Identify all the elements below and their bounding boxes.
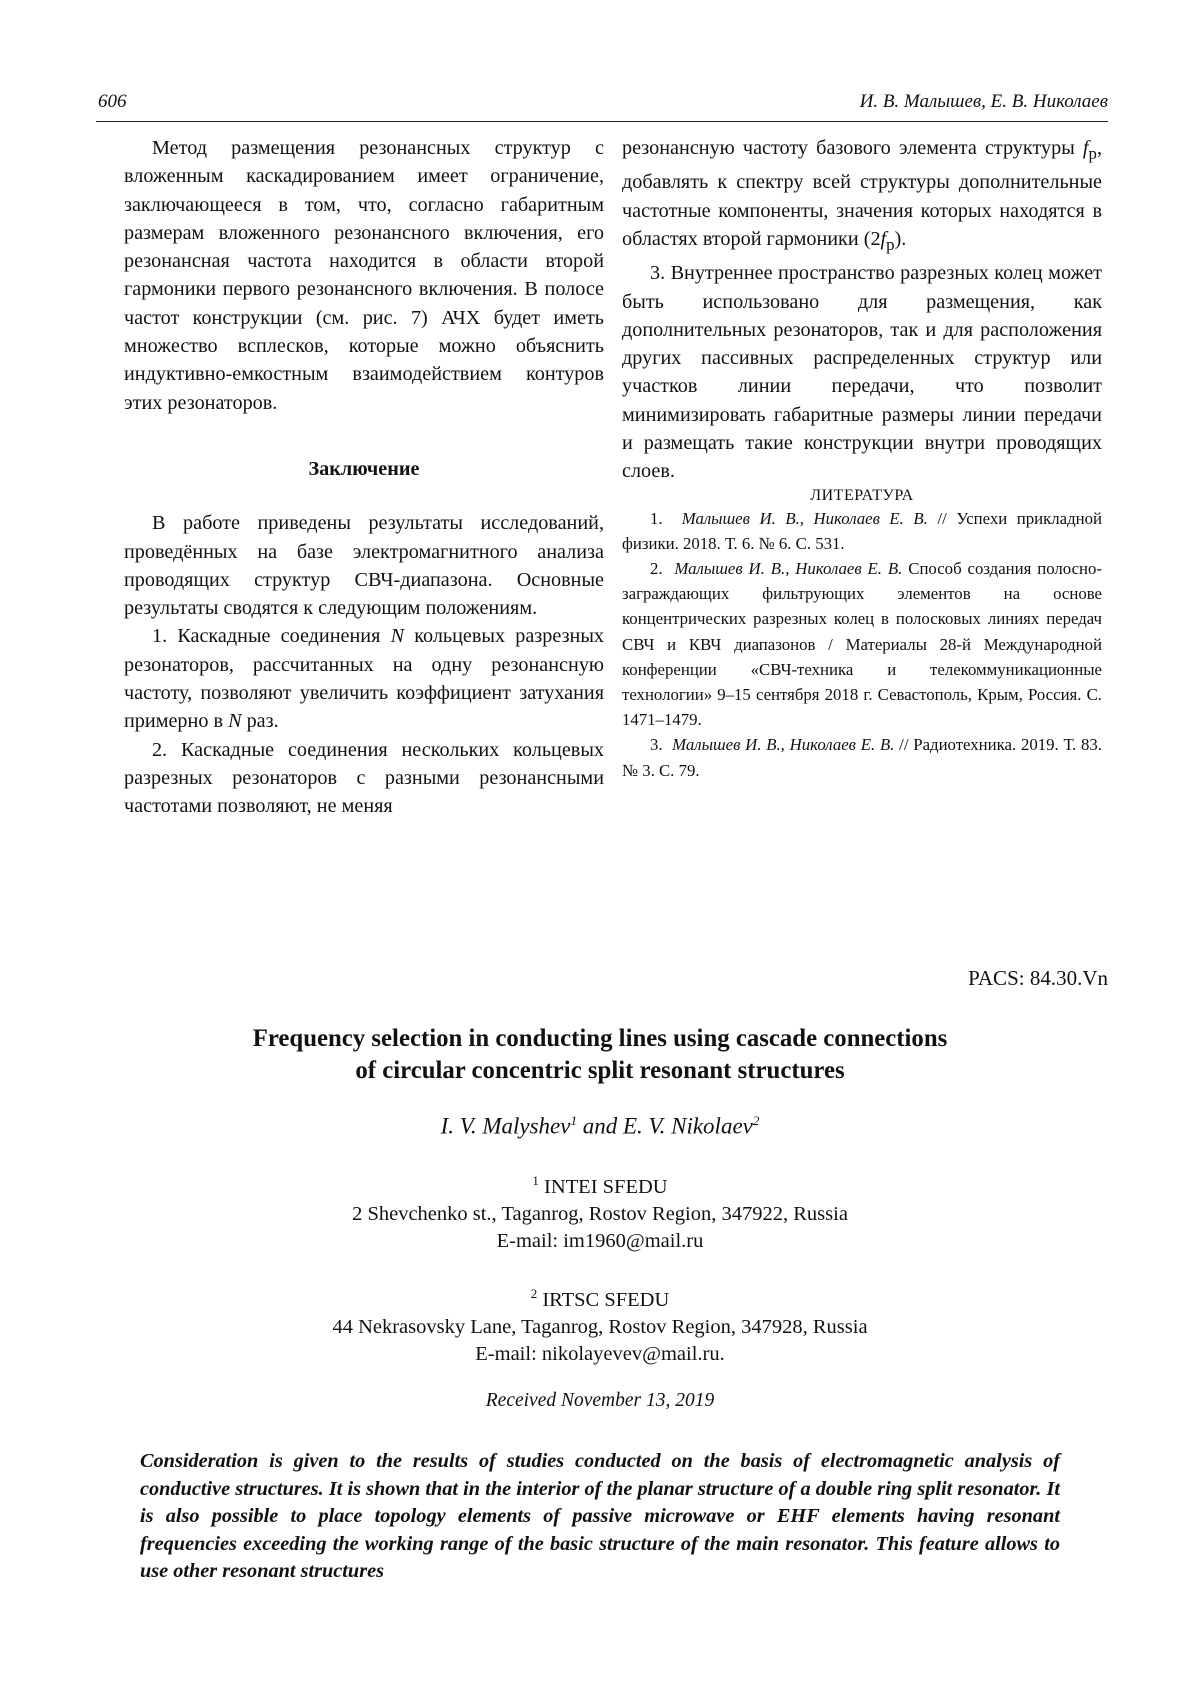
- reference-text: // Радиотехника. 2019. Т. 83. № 3. С. 79.: [622, 735, 1102, 780]
- header-rule: [96, 121, 1108, 122]
- english-title: [0, 1023, 1200, 1087]
- affiliation-2: [0, 1280, 1200, 1368]
- fp-subscript-2: р: [886, 234, 895, 254]
- affiliation-2-name: [0, 1280, 1200, 1314]
- reference-item: [622, 556, 1102, 732]
- item1-var-n2: N: [228, 710, 242, 733]
- fp-subscript: р: [1088, 144, 1097, 164]
- references-heading: ЛИТЕРАТУРА: [810, 486, 914, 504]
- affiliation-1-name: [0, 1167, 1200, 1201]
- affiliation-1: [0, 1167, 1200, 1255]
- reference-text: Способ создания полосно-заграждающих фильтрующих элементов на основе концентрических разрезных колец в полосковых линиях передач СВЧ и КВЧ диапазонов / Материалы 28-й Международной конференции «СВЧ-техника и телекоммуникационные технологии» 9–15 сентября 2018 г. Севастополь, Крым, Россия. С. 1471–1479.: [622, 559, 1102, 730]
- english-authors: [0, 1113, 1200, 1140]
- item1-text-a: 1. Каскадные соединения: [152, 625, 391, 648]
- running-header-authors: И. В. Малышев, Е. В. Николаев: [859, 91, 1108, 112]
- received-date: Received November 13, 2019: [485, 1390, 715, 1411]
- reference-text: // Успехи прикладной физики. 2018. Т. 6. № 6. С. 531.: [622, 508, 1102, 553]
- reference-number: 1.: [650, 508, 663, 528]
- author-1: I. V. Malyshev: [440, 1113, 571, 1139]
- author-1-sup: 1: [570, 1113, 577, 1128]
- pacs-code: PACS: 84.30.Vn: [968, 966, 1108, 990]
- paragraph-continuation: [622, 134, 1102, 259]
- item1-text-b: кольцевых разрезных резонаторов, рассчитанных на одну резонансную частоту, позволяют увеличить коэффициент затухания примерно в: [124, 625, 605, 733]
- cont-text-c: ).: [894, 227, 907, 250]
- reference-authors: Малышев И. В., Николаев Е. В.: [674, 559, 903, 579]
- list-item-3: 3. Внутреннее пространство разрезных колец может быть использовано для размещения, как дополнительных резонаторов, так и для расположения других пассивных распределенных структур или участков линии передачи, что позволит минимизировать габаритные размеры линии передачи и размещать такие конструкции внутри проводящих слоев.: [622, 262, 1102, 483]
- paragraph-method: Метод размещения резонансных структур с вложенным каскадированием имеет ограничение, заключающееся в том, что, согласно габаритным размерам вложенного резонансного включения, его резонансная частота находится в области второй гармоники первого резонансного включения. В полосе частот конструкции (см. рис. 7) АЧХ будет иметь множество всплесков, которые можно объяснить индуктивно-емкостным взаимодействием контуров этих резонаторов.: [124, 137, 604, 414]
- title-line-2: of circular concentric split resonant structures: [355, 1057, 845, 1084]
- fp-symbol: f: [1082, 137, 1089, 159]
- affiliation-2-address: 44 Nekrasovsky Lane, Taganrog, Rostov Region, 347928, Russia: [332, 1315, 868, 1338]
- authors-and: and: [576, 1113, 623, 1139]
- list-item-1: [124, 622, 604, 735]
- conclusion-heading: Заключение: [308, 457, 420, 480]
- affiliation-1-email: E-mail: im1960@mail.ru: [496, 1229, 704, 1252]
- affiliation-1-address: 2 Shevchenko st., Taganrog, Rostov Region, 347922, Russia: [352, 1202, 848, 1225]
- page-number: 606: [98, 91, 127, 112]
- right-column: [622, 134, 1102, 783]
- abstract-text: Consideration is given to the results of studies conducted on the basis of electromagnetic analysis of conductive structures. It is shown that in the interior of the planar structure of a double ring split resonator. It is also possible to place topology elements of passive microwave or EHF elements having resonant frequencies exceeding the working range of the basic structure of the main resonator. This feature allows to use other resonant structures: [140, 1450, 1060, 1583]
- reference-number: 3.: [650, 735, 663, 755]
- reference-authors: Малышев И. В., Николаев Е. В.: [681, 508, 928, 528]
- author-2: E. V. Nikolaev: [622, 1113, 753, 1139]
- section-gap: [124, 417, 604, 455]
- reference-number: 2.: [650, 559, 663, 579]
- author-2-sup: 2: [752, 1113, 760, 1128]
- fp-symbol-2: f: [880, 227, 887, 250]
- paragraph-conclusion: В работе приведены результаты исследований, проведённых на базе электромагнитного анализа проводящих структур СВЧ-диапазона. Основные результаты сводятся к следующим положениям.: [124, 512, 604, 620]
- heading-gap: [124, 483, 604, 509]
- left-column: [124, 134, 604, 821]
- title-line-1: Frequency selection in conducting lines using cascade connections: [252, 1025, 948, 1052]
- references-list: [622, 506, 1102, 783]
- reference-item: [622, 732, 1102, 782]
- reference-item: [622, 506, 1102, 556]
- item1-var-n: N: [390, 625, 405, 648]
- list-item-2: 2. Каскадные соединения нескольких кольцевых разрезных резонаторов с разными резонансными частотами позволяют, не меняя: [124, 738, 604, 818]
- aff1-org: INTEI SFEDU: [538, 1175, 668, 1198]
- aff1-sup: 1: [532, 1173, 539, 1188]
- cont-text-b: , добавлять к спектру всей структуры дополнительные частотные компоненты, значения которых находятся в областях второй гармоники (2: [622, 137, 1102, 250]
- aff2-sup: 2: [530, 1286, 538, 1301]
- affiliation-2-email: E-mail: nikolayevev@mail.ru.: [475, 1342, 725, 1365]
- item1-text-c: раз.: [241, 710, 279, 733]
- reference-authors: Малышев И. В., Николаев Е. В.: [672, 735, 895, 755]
- cont-text-a: резонансную частоту базового элемента структуры: [622, 137, 1083, 159]
- aff2-org: IRTSC SFEDU: [537, 1288, 670, 1311]
